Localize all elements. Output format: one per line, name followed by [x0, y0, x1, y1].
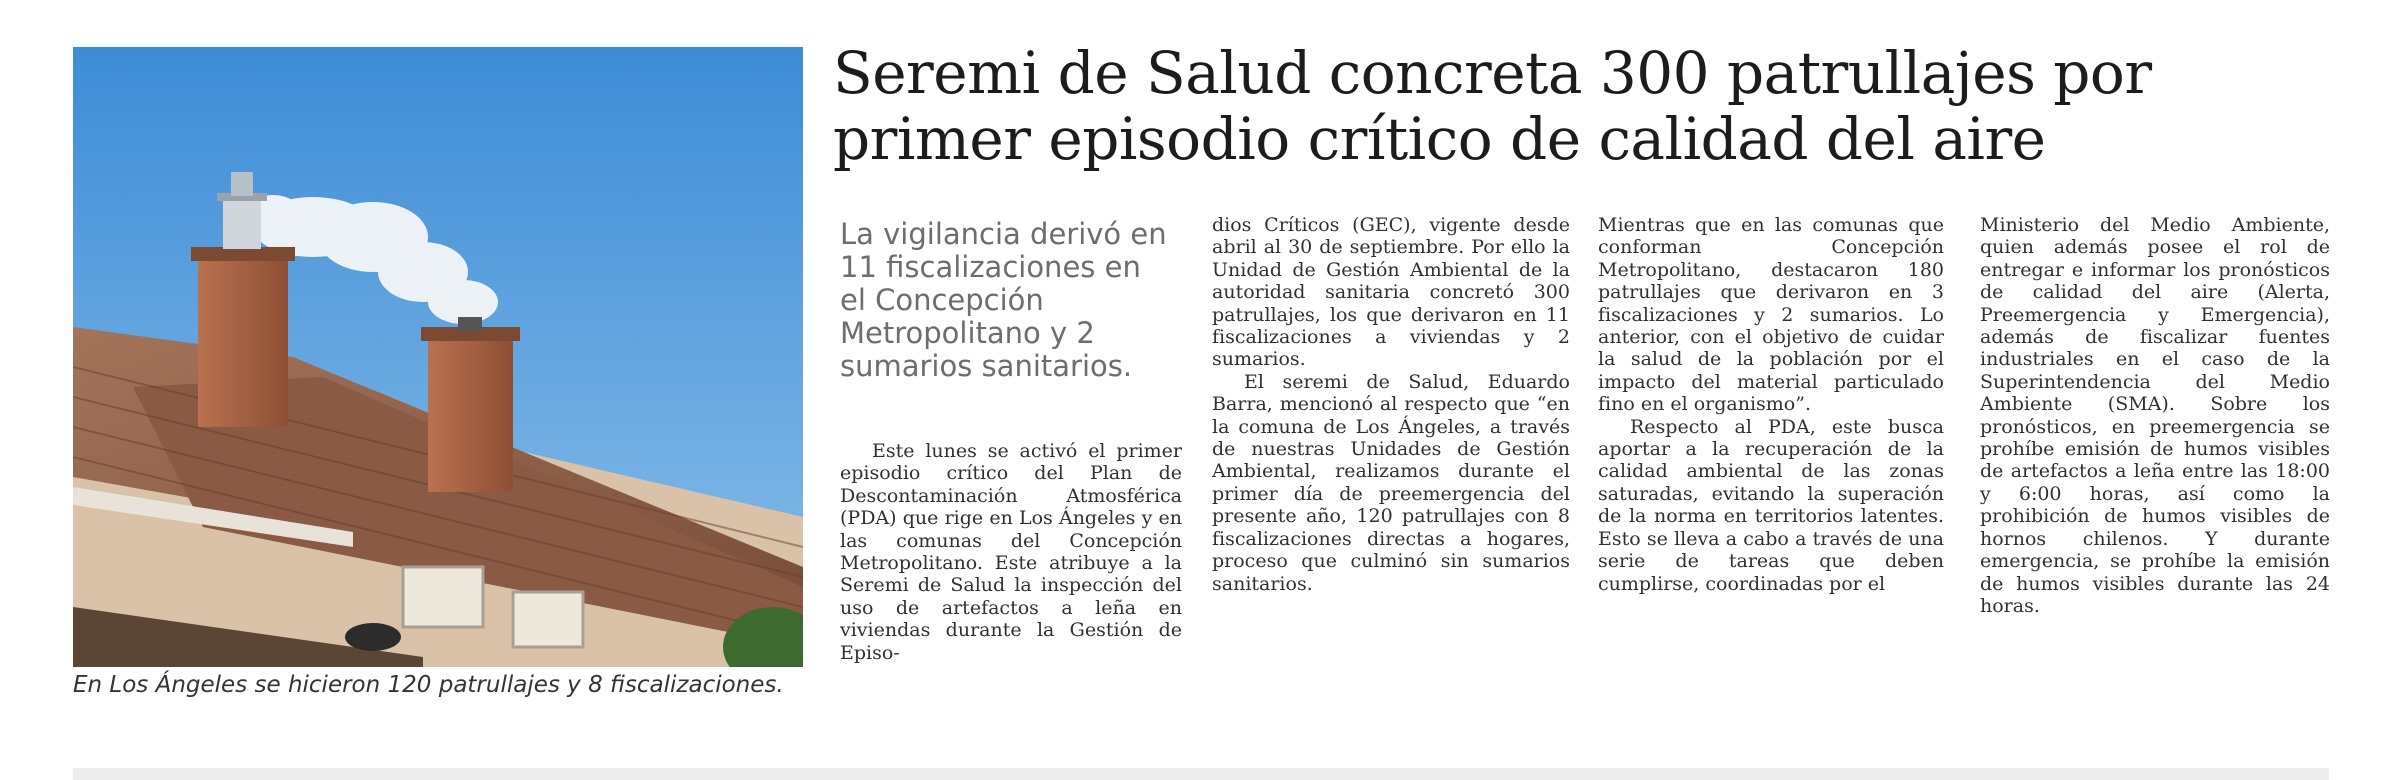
body-paragraph: Este lunes se activó el primer episodio crítico del Plan de Descontaminación Atmosférica (PDA) que rige en Los Ángeles y en las comunas del Concepción Metropolitano. Este atribuye a la Seremi de Salud la inspección del uso de artefactos a leña en viviendas durante la Gestión de Episo- [840, 440, 1182, 664]
body-paragraph: dios Críticos (GEC), vigente desde abril al 30 de septiembre. Por ello la Unidad de Gestión Ambiental de la autoridad sanitaria concretó 300 patrullajes, los que derivaron en 11 fiscalizaciones a viviendas y 2 sumarios. [1212, 214, 1570, 371]
body-column-3 [1598, 214, 1944, 704]
body-paragraph: Respecto al PDA, este busca aportar a la recuperación de la calidad ambiental de las zonas saturadas, evitando la superación de la norma en territorios latentes. Esto se lleva a cabo a través de una serie de tareas que deben cumplirse, coordinadas por el [1598, 415, 1944, 595]
body-paragraph: Mientras que en las comunas que conforman Concepción Metropolitano, destacaron 180 patrullajes que derivaron en 3 fiscalizaciones y 2 sumarios. Lo anterior, con el objetivo de cuidar la salud de la población por el impacto del material particulado fino en el organismo”. [1598, 214, 1944, 416]
article-lead: La vigilancia derivó en 11 fiscalizaciones en el Concepción Metropolitano y 2 sumarios sanitarios. [840, 217, 1167, 383]
article-photo [73, 47, 803, 667]
rooftop-chimney-photo [73, 47, 803, 667]
body-paragraph: El seremi de Salud, Eduardo Barra, mencionó al respecto que “en la comuna de Los Ángeles, a través de nuestras Unidades de Gestión Ambiental, realizamos durante el primer día de preemergencia del presente año, 120 patrullajes con 8 fiscalizaciones directas a hogares, proceso que culminó sin sumarios sanitarios. [1212, 370, 1570, 595]
bottom-divider-band [73, 768, 2329, 780]
body-column-1 [840, 440, 1182, 700]
article-headline: Seremi de Salud concreta 300 patrullajes por primer episodio crítico de calidad del aire [833, 39, 2152, 173]
photo-caption: En Los Ángeles se hicieron 120 patrullajes y 8 fiscalizaciones. [73, 672, 784, 698]
body-column-2 [1212, 214, 1570, 704]
body-column-4 [1980, 214, 2330, 704]
body-paragraph: Ministerio del Medio Ambiente, quien además posee el rol de entregar e informar los pronósticos de calidad del aire (Alerta, Preemergencia y Emergencia), además de fiscalizar fuentes industriales en el caso de la Superintendencia del Medio Ambiente (SMA). Sobre los pronósticos, en preemergencia se prohíbe emisión de humos visibles de artefactos a leña entre las 18:00 y 6:00 horas, así como la prohibición de humos visibles de hornos chilenos. Y durante emergencia, se prohíbe la emisión de humos visibles durante las 24 horas. [1980, 214, 2330, 617]
